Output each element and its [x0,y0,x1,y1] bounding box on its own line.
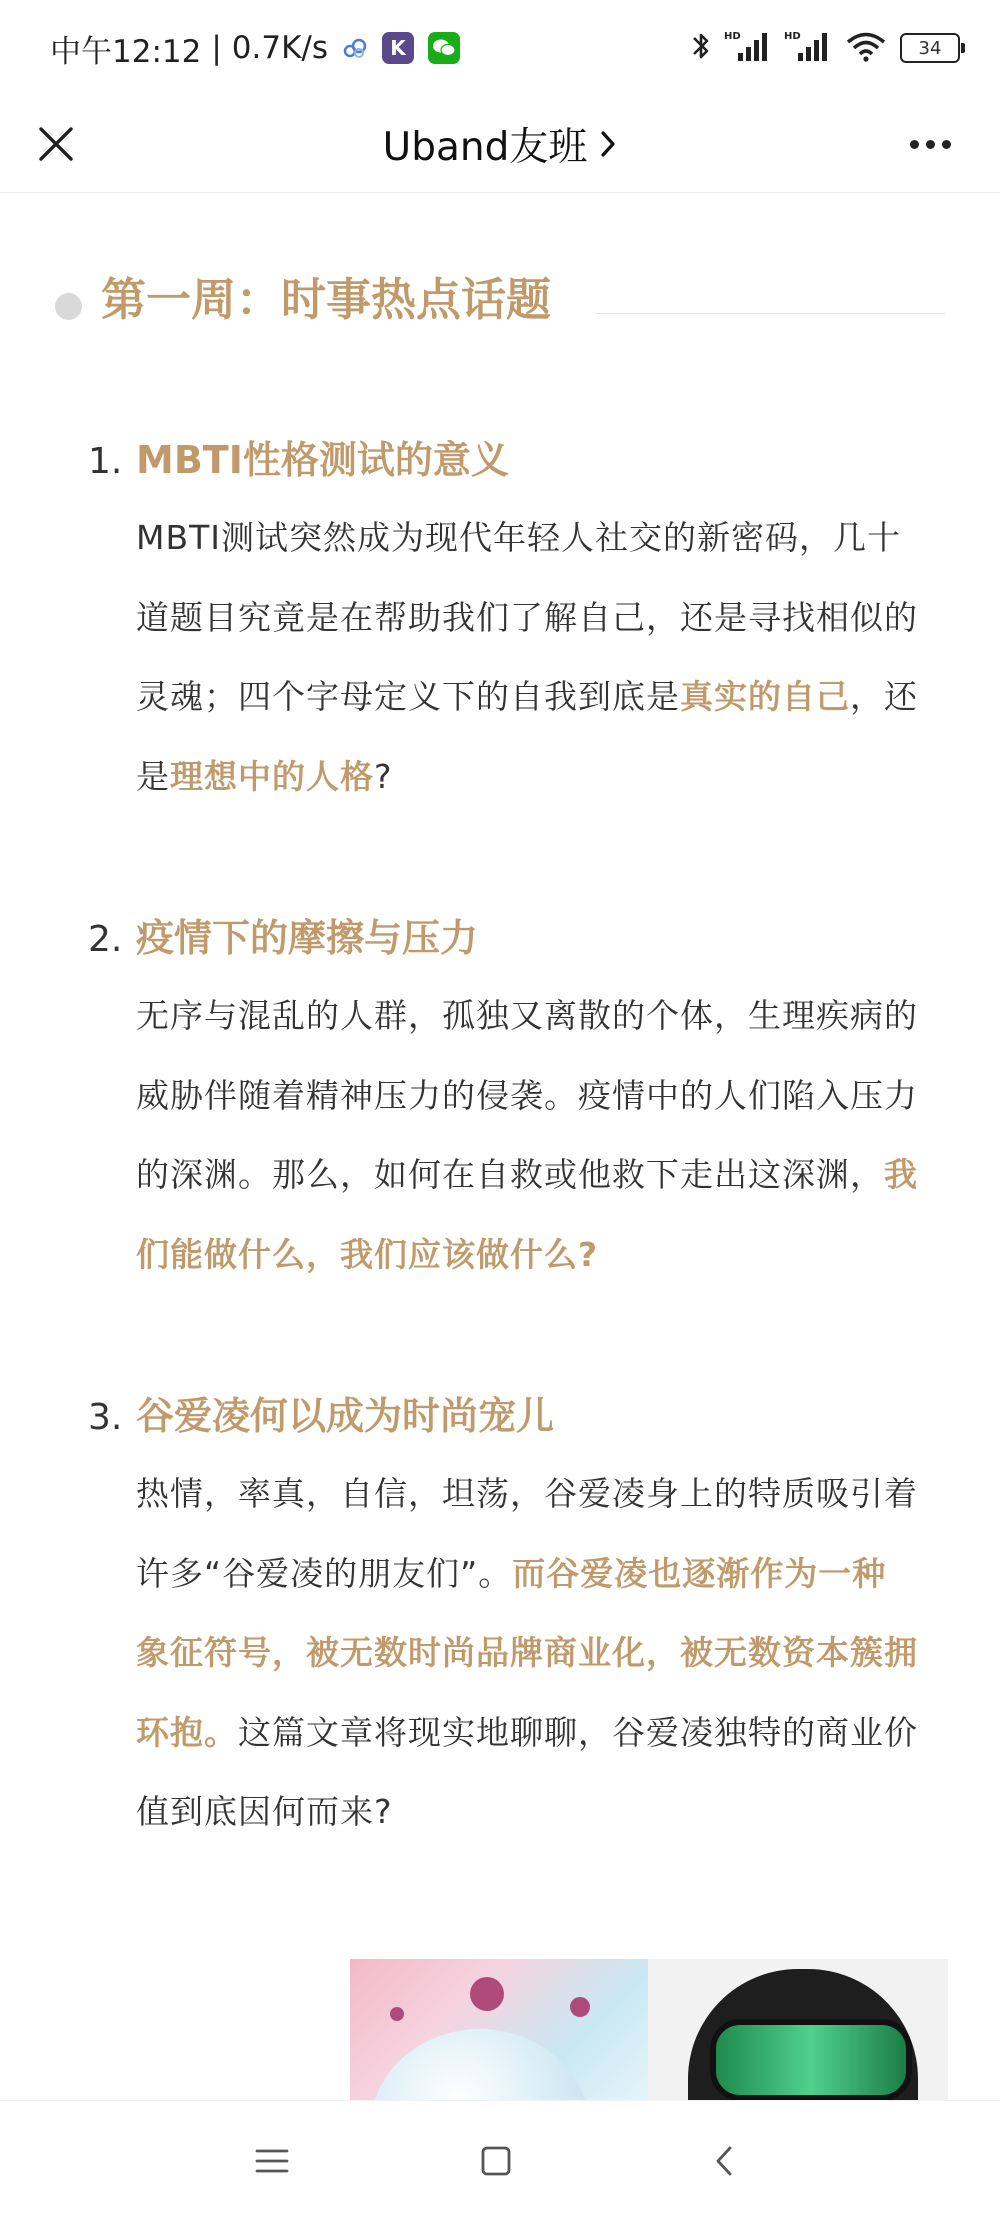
week-title: 第一周：时事热点话题 [101,273,552,326]
body-text: MBTI测试突然成为现代年轻人社交的新密码，几十道题目究竟是在帮助我们了解自己，还是寻找相似的灵魂；四个字母定义下的自我到底是 [136,518,918,716]
back-icon [712,2144,736,2178]
body-text: ? [374,756,393,796]
week-dot [55,293,82,320]
goggle-shape [710,2019,912,2100]
home-square-icon [480,2145,512,2177]
svg-text:HD: HD [784,31,801,42]
highlight-text: 我们能做什么，我们应该做什么? [136,1155,918,1274]
more-button[interactable] [896,116,964,172]
topic-body [136,976,918,1294]
cloud-icon [342,37,368,59]
topic-item [88,1385,918,1852]
body-text: 热情，率真，自信，坦荡，谷爱凌身上的特质吸引着许多“谷爱凌的朋友们”。 [136,1474,918,1593]
more-icon [910,140,919,149]
highlight-text: 而谷爱凌也逐渐作为一种象征符号，被无数时尚品牌商业化，被无数资本簇拥环抱。 [136,1553,918,1752]
topic-head [88,429,918,484]
topic-head [88,907,918,962]
week-header [55,263,945,333]
topic-body [136,1454,918,1852]
globe-virus-image [350,1959,648,2100]
nav-title-button[interactable] [0,96,1000,192]
svg-text:HD: HD [724,31,741,42]
status-time: 中午12:12 [50,33,202,70]
topic-title: 谷爱凌何以成为时尚宠儿 [136,1394,555,1438]
topic-number: 2. [88,919,123,960]
virus-shape [470,1977,504,2011]
topic-title: MBTI性格测试的意义 [136,438,509,482]
topic-item [88,907,918,1294]
nav-title: Uband友班 [382,125,588,170]
more-icon [926,140,935,149]
k-app-icon: K [382,32,414,64]
menu-button[interactable] [242,2131,302,2191]
skier-helmet-image [648,1959,948,2100]
topic-title: 疫情下的摩擦与压力 [136,916,479,960]
bluetooth-icon [690,29,712,67]
signal-hd-icon [784,29,832,67]
home-button[interactable] [466,2131,526,2191]
more-icon [942,140,951,149]
status-right [690,24,960,72]
topic-number: 3. [88,1397,123,1438]
week-divider [595,313,945,314]
status-bar [0,0,1000,96]
status-separator: | [211,30,222,66]
topic-number: 1. [88,441,123,482]
body-text: 这篇文章将现实地聊聊，谷爱凌独特的商业价值到底因何而来? [136,1712,918,1831]
battery-level: 34 [918,37,942,59]
wifi-icon [844,29,888,67]
topic-body [136,498,918,816]
menu-icon [255,2147,289,2175]
back-button[interactable] [694,2131,754,2191]
signal-hd-icon [724,29,772,67]
status-left [50,24,460,72]
highlight-text: 理想中的人格 [170,756,374,796]
article-image [350,1959,948,2100]
globe-shape [370,2029,590,2100]
chevron-right-icon [599,129,617,159]
body-text: ，还是 [136,677,918,796]
highlight-text: 真实的自己 [680,677,850,716]
body-text: 无序与混乱的人群，孤独又离散的个体，生理疾病的威胁伴随着精神压力的侵袭。疫情中的人们陷入压力的深渊。那么，如何在自救或他救下走出这深渊， [136,996,918,1194]
virus-shape [390,2007,404,2021]
topic-item [88,429,918,816]
topic-head [88,1385,918,1440]
status-net-speed: 0.7K/s [231,30,329,66]
battery-icon [900,33,960,63]
virus-shape [570,1997,590,2017]
system-nav-bar [0,2100,1000,2223]
nav-bar [0,96,1000,193]
wechat-icon [428,32,460,64]
article-content [0,193,1000,2100]
